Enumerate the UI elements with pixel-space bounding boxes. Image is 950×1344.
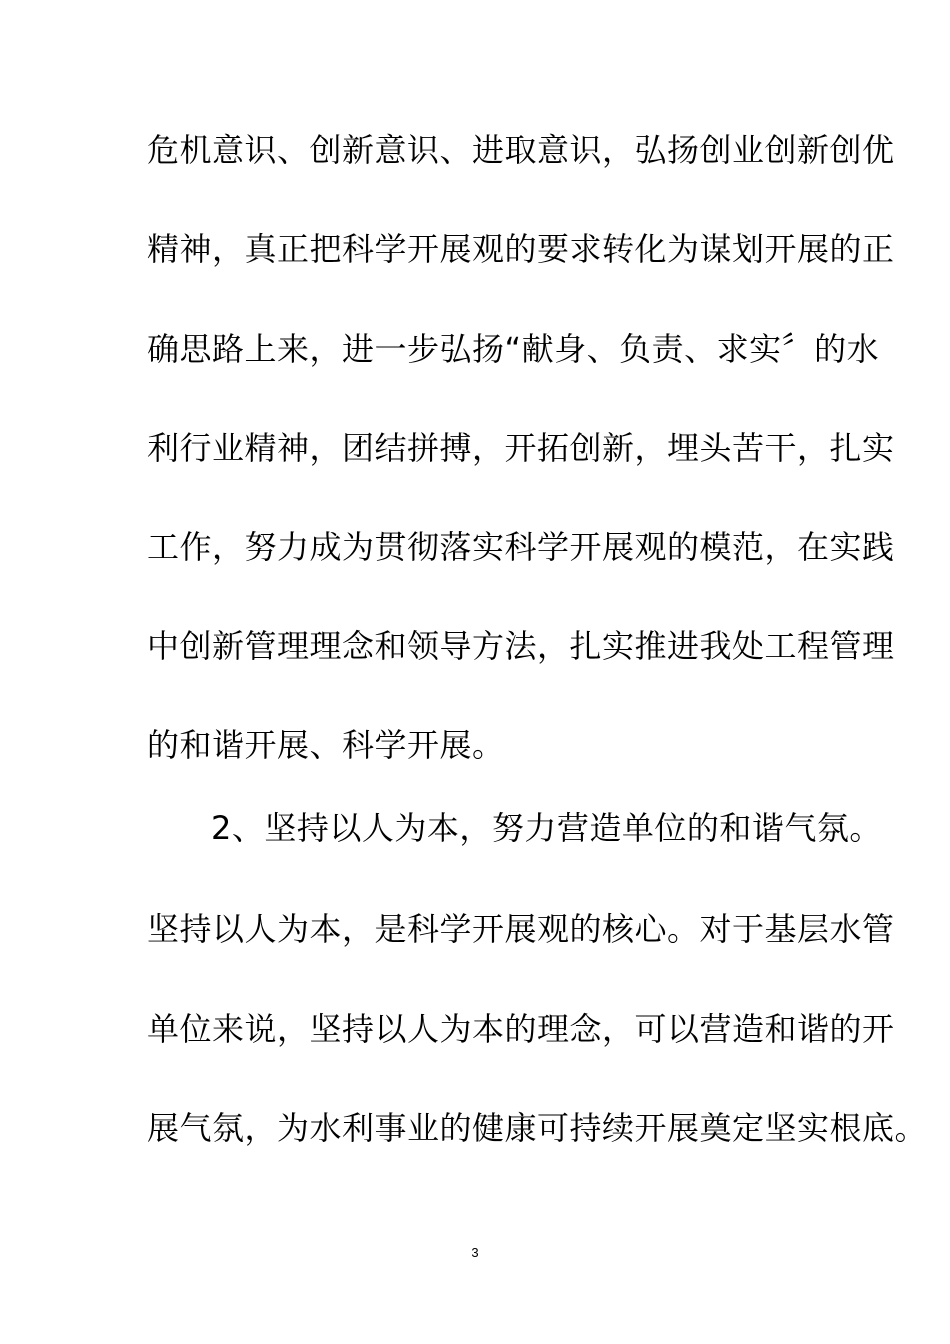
page-number: 3 bbox=[471, 1245, 479, 1260]
body-text-line: 精神，真正把科学开展观的要求转化为谋划开展的正 bbox=[147, 230, 895, 268]
body-text-line: 的和谐开展、科学开展。 bbox=[147, 726, 505, 764]
section-heading: 2、坚持以人为本，努力营造单位的和谐气氛。 bbox=[211, 809, 882, 847]
body-text-line: 展气氛，为水利事业的健康可持续开展奠定坚实根底。 bbox=[147, 1109, 928, 1147]
body-text-line: 确思路上来，进一步弘扬“献身、负责、求实〞的水 bbox=[147, 330, 880, 368]
body-text-line: 单位来说，坚持以人为本的理念，可以营造和谐的开 bbox=[147, 1010, 895, 1048]
body-text-line: 工作，努力成为贯彻落实科学开展观的模范，在实践 bbox=[147, 528, 895, 566]
body-text-line: 中创新管理理念和领导方法，扎实推进我处工程管理 bbox=[147, 627, 895, 665]
body-text-line: 坚持以人为本，是科学开展观的核心。对于基层水管 bbox=[147, 910, 895, 948]
body-text-line: 利行业精神，团结拼搏，开拓创新，埋头苦干，扎实 bbox=[147, 429, 895, 467]
body-text-line: 危机意识、创新意识、进取意识，弘扬创业创新创优 bbox=[147, 131, 895, 169]
